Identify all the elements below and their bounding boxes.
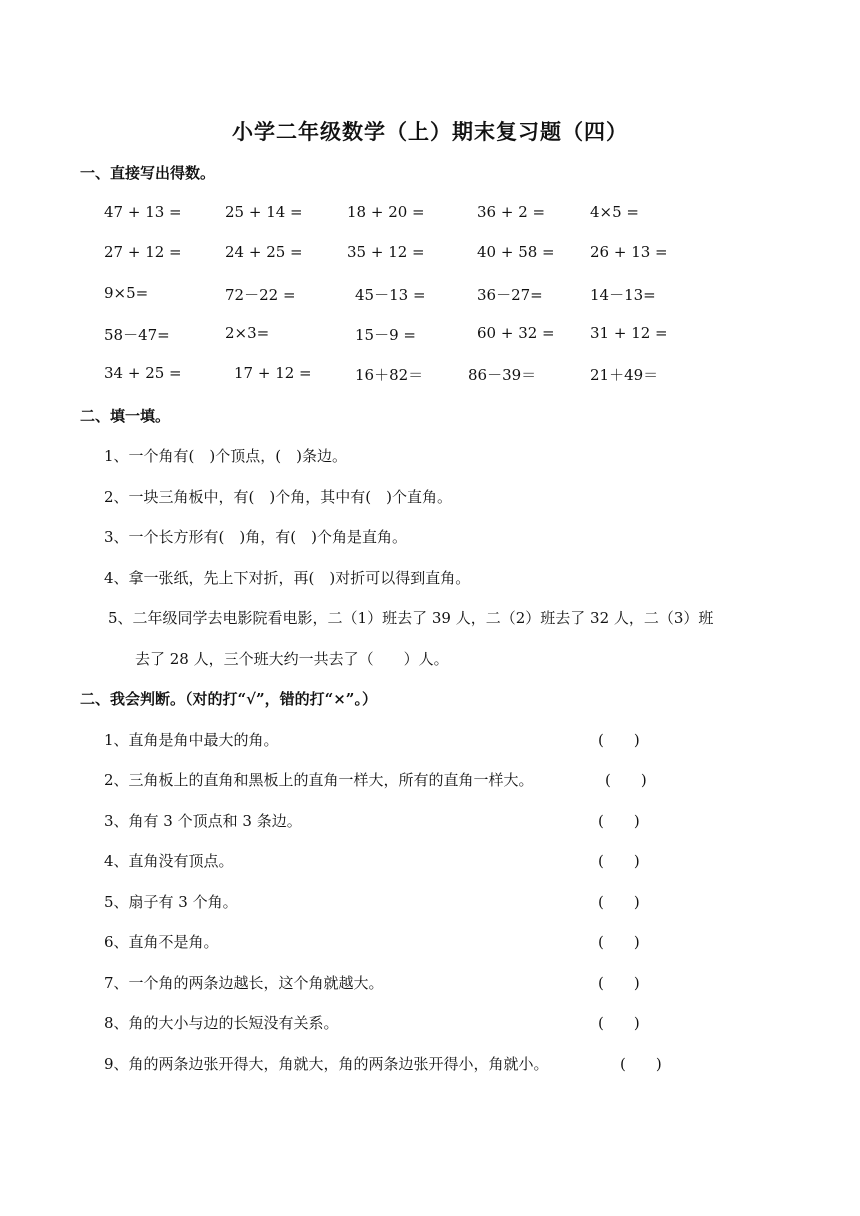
judgement-statement: 8、角的大小与边的长短没有关系。 <box>104 1014 339 1032</box>
answer-parentheses[interactable]: ( ) <box>605 771 647 789</box>
arithmetic-problem: 26 + 13 = <box>590 243 668 261</box>
judgement-statement: 9、角的两条边张开得大，角就大，角的两条边张开得小，角就小。 <box>104 1055 549 1073</box>
answer-parentheses[interactable]: ( ) <box>598 852 640 870</box>
answer-parentheses[interactable]: ( ) <box>598 974 640 992</box>
page-title: 小学二年级数学（上）期末复习题（四） <box>232 119 628 144</box>
arithmetic-problem: 31 + 12 = <box>590 324 668 342</box>
section-3-heading: 二、我会判断。（对的打“√”，错的打“×”。） <box>80 690 377 708</box>
arithmetic-problem: 36－27= <box>477 286 543 304</box>
arithmetic-problem: 2×3= <box>225 324 270 342</box>
answer-parentheses[interactable]: ( ) <box>598 893 640 911</box>
judgement-statement: 5、扇子有 3 个角。 <box>104 893 238 911</box>
arithmetic-problem: 72－22 = <box>225 286 296 304</box>
fill-in-question: 2、一块三角板中，有( )个角，其中有( )个直角。 <box>104 488 452 506</box>
answer-parentheses[interactable]: ( ) <box>598 933 640 951</box>
answer-parentheses[interactable]: ( ) <box>598 1014 640 1032</box>
arithmetic-problem: 40 + 58 = <box>477 243 555 261</box>
arithmetic-problem: 45－13 = <box>355 286 426 304</box>
arithmetic-problem: 35 + 12 = <box>347 243 425 261</box>
arithmetic-problem: 4×5 = <box>590 203 639 221</box>
judgement-statement: 3、角有 3 个顶点和 3 条边。 <box>104 812 302 830</box>
arithmetic-problem: 15－9 = <box>355 326 416 344</box>
answer-parentheses[interactable]: ( ) <box>598 731 640 749</box>
judgement-statement: 1、直角是角中最大的角。 <box>104 731 279 749</box>
arithmetic-problem: 36 + 2 = <box>477 203 546 221</box>
section-1-heading: 一、直接写出得数。 <box>80 164 216 182</box>
arithmetic-problem: 21＋49＝ <box>590 366 659 384</box>
fill-in-question-continued: 去了 28 人，三个班大约一共去了（ ）人。 <box>135 650 449 668</box>
arithmetic-problem: 34 + 25 = <box>104 364 182 382</box>
arithmetic-problem: 18 + 20 = <box>347 203 425 221</box>
arithmetic-problem: 14－13= <box>590 286 656 304</box>
arithmetic-problem: 16＋82＝ <box>355 366 424 384</box>
arithmetic-problem: 47 + 13 = <box>104 203 182 221</box>
arithmetic-problem: 17 + 12 = <box>234 364 312 382</box>
judgement-statement: 2、三角板上的直角和黑板上的直角一样大，所有的直角一样大。 <box>104 771 534 789</box>
arithmetic-problem: 27 + 12 = <box>104 243 182 261</box>
arithmetic-problem: 86－39＝ <box>468 366 537 384</box>
answer-parentheses[interactable]: ( ) <box>620 1055 662 1073</box>
judgement-statement: 7、一个角的两条边越长，这个角就越大。 <box>104 974 384 992</box>
arithmetic-problem: 25 + 14 = <box>225 203 303 221</box>
fill-in-question: 4、拿一张纸，先上下对折，再( )对折可以得到直角。 <box>104 569 471 587</box>
answer-parentheses[interactable]: ( ) <box>598 812 640 830</box>
fill-in-question: 3、一个长方形有( )角，有( )个角是直角。 <box>104 528 407 546</box>
judgement-statement: 6、直角不是角。 <box>104 933 219 951</box>
arithmetic-problem: 9×5= <box>104 284 149 302</box>
fill-in-question: 5、二年级同学去电影院看电影，二（1）班去了 39 人，二（2）班去了 32 人，二（3）班 <box>108 609 714 627</box>
judgement-statement: 4、直角没有顶点。 <box>104 852 234 870</box>
section-2-heading: 二、填一填。 <box>80 407 171 425</box>
arithmetic-problem: 60 + 32 = <box>477 324 555 342</box>
arithmetic-problem: 58－47= <box>104 326 170 344</box>
arithmetic-problem: 24 + 25 = <box>225 243 303 261</box>
fill-in-question: 1、一个角有( )个顶点，( )条边。 <box>104 447 347 465</box>
